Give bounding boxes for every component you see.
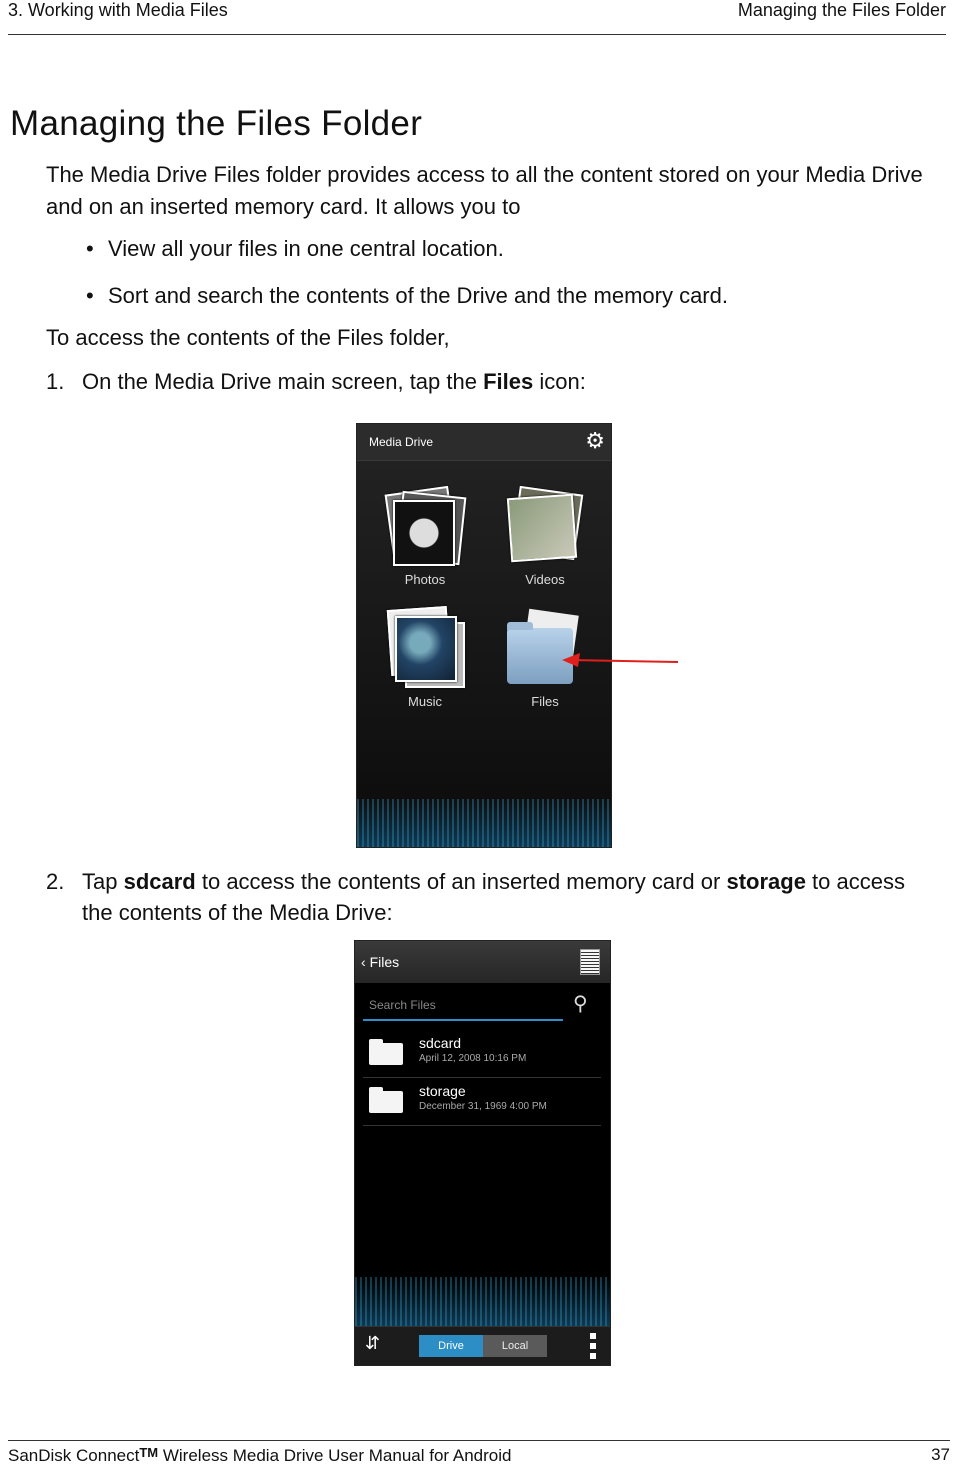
back-title[interactable]: ‹ Files [361, 954, 400, 970]
footer-title: Wireless Media Drive User Manual for Android [158, 1446, 512, 1465]
page-number: 37 [931, 1445, 950, 1464]
list-item-sdcard[interactable] [363, 1031, 601, 1078]
bullet-dot: • [86, 236, 94, 261]
item-name: storage [419, 1083, 466, 1099]
trademark: TM [139, 1445, 159, 1460]
tile-label: Files [531, 694, 559, 709]
videos-tile[interactable] [495, 484, 595, 594]
tab-drive[interactable]: Drive [419, 1335, 483, 1357]
overflow-menu-icon[interactable] [590, 1333, 596, 1359]
tile-label: Photos [404, 572, 446, 587]
gear-icon[interactable]: ⚙ [585, 428, 605, 453]
music-tile[interactable] [375, 606, 475, 716]
search-input[interactable] [363, 989, 563, 1021]
album-art-icon [395, 616, 457, 682]
bottom-bar [355, 1326, 610, 1365]
search-icon[interactable]: ⚲ [573, 993, 588, 1015]
moon-icon [393, 500, 455, 566]
section-title: Managing the Files Folder [737, 0, 946, 20]
red-arrow-icon [556, 648, 682, 672]
decorative-glow [357, 799, 611, 847]
page-footer [8, 1440, 950, 1466]
intro-paragraph: The Media Drive Files folder provides access to all the content stored on your Media Drive and on an inserted memory card. It allows you to [46, 162, 923, 219]
item-name: sdcard [419, 1035, 462, 1051]
bullet-dot: • [86, 283, 94, 308]
step-number: 2. [46, 869, 65, 894]
folder-icon [369, 1091, 403, 1113]
files-app-bar [355, 941, 610, 983]
list-item-storage[interactable] [363, 1079, 601, 1126]
chevron-left-icon: ‹ [361, 954, 370, 970]
item-date: April 12, 2008 10:16 PM [419, 1053, 527, 1064]
files-screenshot [354, 940, 611, 1366]
transfer-icon[interactable]: ⇵ [365, 1333, 381, 1353]
tile-label: Music [408, 694, 442, 709]
page-header [8, 0, 946, 35]
tab-local[interactable]: Local [483, 1335, 547, 1357]
search-placeholder: Search Files [369, 998, 436, 1012]
decorative-glow [355, 1277, 610, 1327]
footer-brand: SanDisk Connect [8, 1446, 140, 1465]
step-text: Tap sdcard to access the contents of an inserted memory card or storage to access the contents of the Media Drive: [82, 869, 905, 925]
media-drive-screenshot [356, 423, 612, 848]
page-title: Managing the Files Folder [10, 104, 423, 143]
step-number: 1. [46, 369, 65, 394]
step-text: On the Media Drive main screen, tap the Files icon: [82, 369, 586, 394]
app-bar [357, 424, 611, 461]
photos-tile[interactable] [375, 484, 475, 594]
bullet-text: Sort and search the contents of the Drive and the memory card. [108, 283, 728, 308]
item-date: December 31, 1969 4:00 PM [419, 1101, 547, 1112]
access-paragraph: To access the contents of the Files folder, [46, 325, 450, 350]
bullet-text: View all your files in one central location. [108, 236, 504, 261]
chapter-title: 3. Working with Media Files [8, 0, 228, 20]
app-title: Media Drive [369, 435, 434, 449]
folder-icon [369, 1043, 403, 1065]
film-icon [507, 494, 577, 562]
list-view-icon[interactable] [580, 949, 600, 975]
tile-label: Videos [525, 572, 565, 587]
